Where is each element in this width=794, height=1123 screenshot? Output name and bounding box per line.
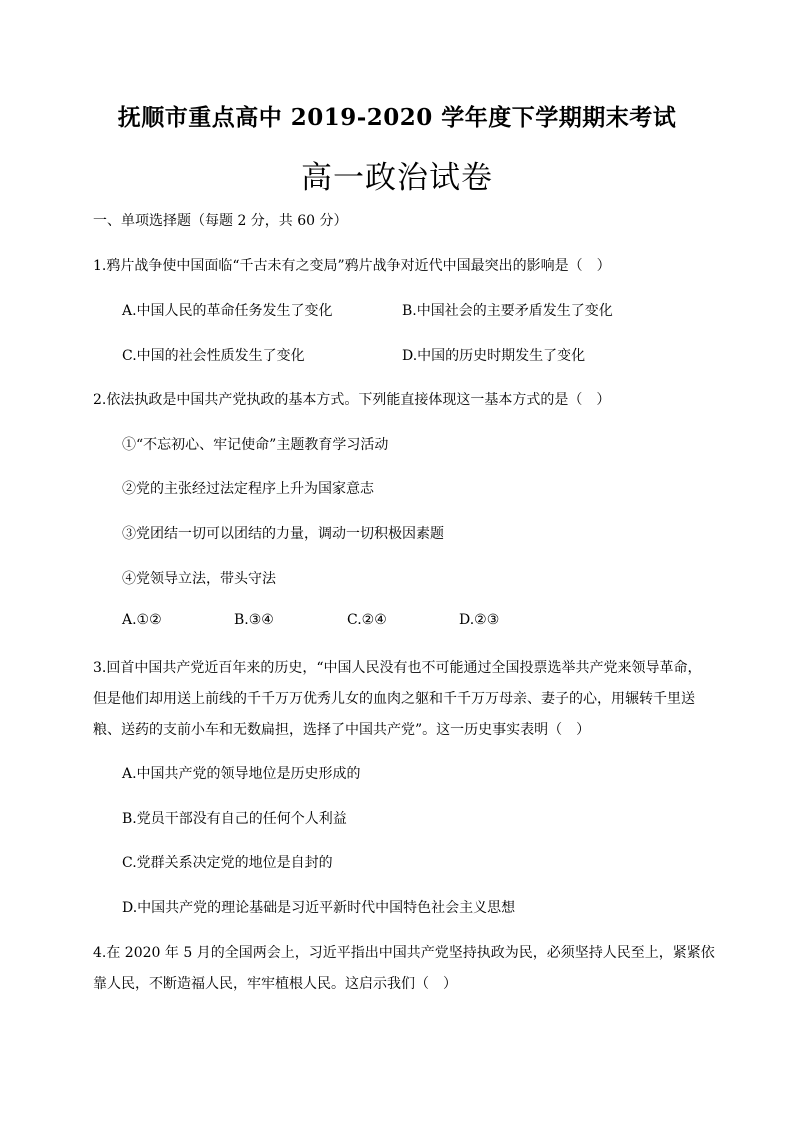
question-2-item-1: ①“不忘初心、牢记使命”主题教育学习活动 xyxy=(122,437,389,453)
question-2-option-b: B.③④ xyxy=(234,612,274,628)
question-3-stem-line-2: 但是他们却用送上前线的千千万万优秀儿女的血肉之躯和千千万万母亲、妻子的心，用辗转千里送 xyxy=(93,691,695,707)
question-3-stem-line-1: 3.回首中国共产党近百年来的历史，“中国人民没有也不可能通过全国投票选举共产党来领导革命， xyxy=(93,660,702,676)
question-1-option-b: B.中国社会的主要矛盾发生了变化 xyxy=(402,303,613,319)
question-3-option-a: A.中国共产党的领导地位是历史形成的 xyxy=(122,766,361,782)
question-2-stem: 2.依法执政是中国共产党执政的基本方式。下列能直接体现这一基本方式的是（ ） xyxy=(93,392,611,408)
question-1-option-d: D.中国的历史时期发生了变化 xyxy=(402,348,586,364)
question-3-stem-line-3: 粮、送药的支前小车和无数扁担，选择了中国共产党”。这一历史事实表明（ ） xyxy=(93,722,591,738)
question-2-item-4: ④党领导立法，带头守法 xyxy=(122,571,276,587)
question-2-option-a: A.①② xyxy=(122,612,162,628)
question-3-option-c: C.党群关系决定党的地位是自封的 xyxy=(122,855,333,871)
question-2-item-2: ②党的主张经过法定程序上升为国家意志 xyxy=(122,481,374,497)
question-2-item-3: ③党团结一切可以团结的力量，调动一切积极因素题 xyxy=(122,526,444,542)
exam-subtitle: 高一政治试卷 xyxy=(301,160,493,196)
question-4-stem-line-2: 靠人民，不断造福人民，牢牢植根人民。这启示我们（ ） xyxy=(93,976,457,992)
question-1-stem: 1.鸦片战争使中国面临“千古未有之变局”鸦片战争对近代中国最突出的影响是（ ） xyxy=(93,258,611,274)
exam-title: 抚顺市重点高中 2019-2020 学年度下学期期末考试 xyxy=(117,104,677,131)
question-1-option-a: A.中国人民的革命任务发生了变化 xyxy=(122,303,333,319)
question-3-option-b: B.党员干部没有自己的任何个人利益 xyxy=(122,811,347,827)
question-3-option-d: D.中国共产党的理论基础是习近平新时代中国特色社会主义思想 xyxy=(122,900,516,916)
question-4-stem-line-1: 4.在 2020 年 5 月的全国两会上，习近平指出中国共产党坚持执政为民，必须坚持人民至上，紧紧依 xyxy=(93,945,715,961)
question-1-option-c: C.中国的社会性质发生了变化 xyxy=(122,348,305,364)
section-heading: 一、单项选择题（每题 2 分，共 60 分） xyxy=(93,213,348,229)
question-2-option-d: D.②③ xyxy=(459,612,500,628)
question-2-option-c: C.②④ xyxy=(347,612,387,628)
